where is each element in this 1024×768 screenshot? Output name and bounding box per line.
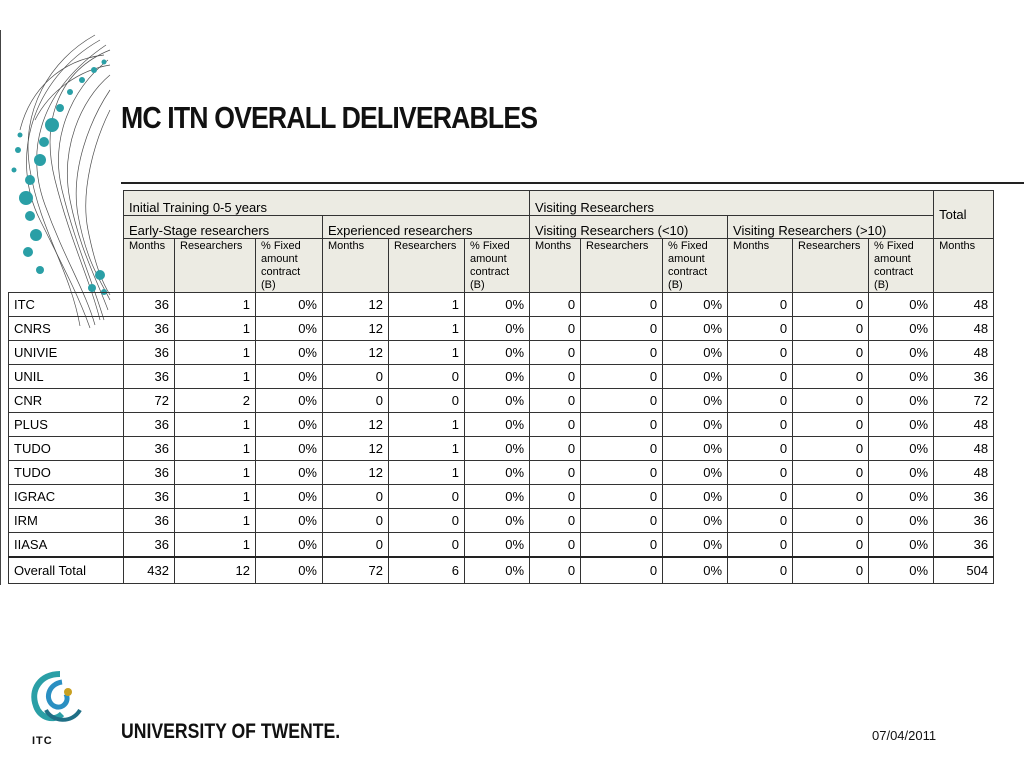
table-cell: 0% xyxy=(869,341,934,365)
logo-text: ITC xyxy=(32,735,53,747)
table-cell: 0 xyxy=(581,413,663,437)
subheader-months: Months xyxy=(323,239,389,293)
table-cell: 0% xyxy=(663,485,728,509)
table-cell: 0% xyxy=(256,485,323,509)
row-label: UNIVIE xyxy=(9,341,124,365)
header-total: Total xyxy=(934,191,994,239)
table-cell: 0% xyxy=(663,365,728,389)
subheader-fixed-contract: % Fixed amount contract (B) xyxy=(663,239,728,293)
table-cell: 1 xyxy=(175,509,256,533)
table-cell: 0% xyxy=(465,389,530,413)
table-cell: 0 xyxy=(323,533,389,558)
table-cell: 0 xyxy=(581,533,663,558)
table-cell: 0 xyxy=(530,485,581,509)
table-cell: 0 xyxy=(793,485,869,509)
table-cell: 1 xyxy=(389,293,465,317)
table-cell: 0 xyxy=(323,389,389,413)
table-cell: 0% xyxy=(256,413,323,437)
table-cell: 0% xyxy=(869,437,934,461)
corner-blank xyxy=(9,216,124,239)
table-cell: 1 xyxy=(389,437,465,461)
table-cell: 0 xyxy=(728,317,793,341)
table-cell: 0 xyxy=(728,533,793,558)
table-cell: 0% xyxy=(663,557,728,584)
table-cell: 0% xyxy=(256,389,323,413)
row-label: CNRS xyxy=(9,317,124,341)
table-cell: 0% xyxy=(869,389,934,413)
table-cell: 0% xyxy=(256,437,323,461)
table-cell: 12 xyxy=(323,293,389,317)
table-cell: 1 xyxy=(175,317,256,341)
table-cell: 1 xyxy=(389,413,465,437)
table-cell: 0% xyxy=(465,509,530,533)
table-cell: 36 xyxy=(124,413,175,437)
table-cell: 1 xyxy=(389,341,465,365)
corner-blank xyxy=(9,239,124,293)
table-cell: 48 xyxy=(934,317,994,341)
table-cell: 1 xyxy=(175,485,256,509)
table-cell: 1 xyxy=(175,437,256,461)
subheader-fixed-contract: % Fixed amount contract (B) xyxy=(256,239,323,293)
table-cell: 12 xyxy=(323,413,389,437)
header-early-stage: Early-Stage researchers xyxy=(124,216,323,239)
table-cell: 0 xyxy=(581,485,663,509)
table-cell: 0% xyxy=(465,365,530,389)
table-cell: 0% xyxy=(869,533,934,558)
table-cell: 0 xyxy=(793,389,869,413)
table-cell: 0 xyxy=(530,293,581,317)
table-cell: 0 xyxy=(581,293,663,317)
table-row xyxy=(9,413,994,437)
header-initial-training: Initial Training 0-5 years xyxy=(124,191,530,216)
table-cell: 0 xyxy=(581,317,663,341)
table-cell: 0 xyxy=(793,293,869,317)
table-cell: 1 xyxy=(175,461,256,485)
table-cell: 0 xyxy=(530,413,581,437)
table-cell: 1 xyxy=(175,533,256,558)
table-cell: 72 xyxy=(323,557,389,584)
table-cell: 0 xyxy=(728,461,793,485)
table-cell: 0 xyxy=(728,389,793,413)
table-cell: 0 xyxy=(728,365,793,389)
table-cell: 12 xyxy=(175,557,256,584)
table-cell: 0% xyxy=(256,365,323,389)
table-cell: 0 xyxy=(530,461,581,485)
table-cell: 1 xyxy=(175,365,256,389)
table-cell: 0% xyxy=(663,341,728,365)
table-cell: 0% xyxy=(465,533,530,558)
table-cell: 0% xyxy=(869,413,934,437)
table-cell: 0 xyxy=(793,509,869,533)
table-cell: 1 xyxy=(175,413,256,437)
subheader-researchers: Researchers xyxy=(175,239,256,293)
table-cell: 72 xyxy=(934,389,994,413)
table-cell: 0 xyxy=(389,509,465,533)
table-cell: 0% xyxy=(256,533,323,558)
title-underline xyxy=(121,182,1024,184)
table-cell: 0% xyxy=(465,293,530,317)
table-cell: 0 xyxy=(530,365,581,389)
header-visiting-lt10: Visiting Researchers (<10) xyxy=(530,216,728,239)
table-body xyxy=(9,293,994,584)
header-experienced: Experienced researchers xyxy=(323,216,530,239)
table-cell: 12 xyxy=(323,317,389,341)
table-cell: 0 xyxy=(793,413,869,437)
table-cell: 72 xyxy=(124,389,175,413)
table-cell: 0 xyxy=(793,461,869,485)
table-cell: 0% xyxy=(663,461,728,485)
subheader-researchers: Researchers xyxy=(581,239,663,293)
corner-blank xyxy=(9,191,124,216)
table-cell: 0% xyxy=(869,509,934,533)
subheader-months: Months xyxy=(124,239,175,293)
table-cell: 0% xyxy=(465,461,530,485)
table-cell: 0 xyxy=(581,365,663,389)
row-label: IIASA xyxy=(9,533,124,558)
table-cell: 0% xyxy=(869,557,934,584)
table-cell: 12 xyxy=(323,437,389,461)
table-cell: 48 xyxy=(934,461,994,485)
table-cell: 0% xyxy=(256,557,323,584)
table-cell: 0 xyxy=(323,509,389,533)
total-row xyxy=(9,557,994,584)
row-label: TUDO xyxy=(9,437,124,461)
table-cell: 12 xyxy=(323,461,389,485)
table-cell: 0 xyxy=(581,389,663,413)
row-label: CNR xyxy=(9,389,124,413)
table-cell: 36 xyxy=(934,533,994,558)
table-row xyxy=(9,533,994,558)
deliverables-table xyxy=(8,190,994,584)
table-cell: 36 xyxy=(124,341,175,365)
table-cell: 0 xyxy=(581,557,663,584)
university-name: UNIVERSITY OF TWENTE. xyxy=(121,720,341,743)
table-cell: 36 xyxy=(934,485,994,509)
subheader-months: Months xyxy=(728,239,793,293)
table-cell: 0% xyxy=(663,293,728,317)
table-cell: 6 xyxy=(389,557,465,584)
subheader-fixed-contract: % Fixed amount contract (B) xyxy=(465,239,530,293)
table-cell: 0% xyxy=(663,413,728,437)
table-cell: 0 xyxy=(581,509,663,533)
itc-logo xyxy=(28,670,92,744)
table-cell: 0 xyxy=(530,533,581,558)
table-cell: 0% xyxy=(663,389,728,413)
table-cell: 0 xyxy=(389,533,465,558)
table-cell: 36 xyxy=(934,365,994,389)
table-row xyxy=(9,389,994,413)
table-cell: 36 xyxy=(124,317,175,341)
table-cell: 0 xyxy=(728,341,793,365)
table-cell: 432 xyxy=(124,557,175,584)
table-cell: 0% xyxy=(869,485,934,509)
table-cell: 0% xyxy=(465,557,530,584)
table-cell: 0% xyxy=(256,509,323,533)
table-cell: 0% xyxy=(869,293,934,317)
table-row xyxy=(9,341,994,365)
table-cell: 36 xyxy=(124,293,175,317)
table-cell: 0 xyxy=(323,485,389,509)
row-label: IGRAC xyxy=(9,485,124,509)
table-cell: 0 xyxy=(581,437,663,461)
table-cell: 0% xyxy=(663,437,728,461)
table-cell: 0 xyxy=(728,485,793,509)
table-cell: 0% xyxy=(663,533,728,558)
table-row xyxy=(9,293,994,317)
table-cell: 0% xyxy=(869,365,934,389)
table-cell: 0% xyxy=(256,293,323,317)
table-cell: 0 xyxy=(530,341,581,365)
table-cell: 0 xyxy=(793,317,869,341)
table-cell: 0 xyxy=(581,461,663,485)
table-row xyxy=(9,317,994,341)
table-cell: 0 xyxy=(581,341,663,365)
table-cell: 0% xyxy=(465,485,530,509)
table-cell: 0 xyxy=(793,341,869,365)
table-cell: 48 xyxy=(934,413,994,437)
table-row xyxy=(9,485,994,509)
table-cell: 1 xyxy=(175,293,256,317)
table-cell: 12 xyxy=(323,341,389,365)
table-row xyxy=(9,365,994,389)
row-label: PLUS xyxy=(9,413,124,437)
subheader-months: Months xyxy=(934,239,994,293)
table-cell: 2 xyxy=(175,389,256,413)
table-cell: 0 xyxy=(728,293,793,317)
table-cell: 0% xyxy=(663,509,728,533)
header-visiting-gt10: Visiting Researchers (>10) xyxy=(728,216,934,239)
slide-date: 07/04/2011 xyxy=(872,728,937,743)
slide-title: MC ITN OVERALL DELIVERABLES xyxy=(121,100,538,135)
table-cell: 36 xyxy=(124,461,175,485)
row-label: TUDO xyxy=(9,461,124,485)
table-cell: 0% xyxy=(663,317,728,341)
table-cell: 0 xyxy=(389,389,465,413)
subheader-researchers: Researchers xyxy=(389,239,465,293)
table-cell: 0 xyxy=(793,557,869,584)
row-label: ITC xyxy=(9,293,124,317)
table-cell: 1 xyxy=(175,341,256,365)
table-cell: 0 xyxy=(530,389,581,413)
subheader-months: Months xyxy=(530,239,581,293)
table-cell: 0 xyxy=(530,437,581,461)
table-row xyxy=(9,461,994,485)
table-cell: 0% xyxy=(869,461,934,485)
table-cell: 48 xyxy=(934,341,994,365)
table-cell: 36 xyxy=(124,437,175,461)
table-cell: 0% xyxy=(256,317,323,341)
row-label: Overall Total xyxy=(9,557,124,584)
table-cell: 0 xyxy=(728,437,793,461)
table-cell: 0 xyxy=(793,365,869,389)
table-cell: 0% xyxy=(256,461,323,485)
table-cell: 0 xyxy=(793,533,869,558)
table-cell: 0% xyxy=(465,341,530,365)
table-cell: 0% xyxy=(465,317,530,341)
table-cell: 0 xyxy=(530,557,581,584)
table-cell: 0 xyxy=(389,485,465,509)
header-visiting-researchers: Visiting Researchers xyxy=(530,191,934,216)
table-row xyxy=(9,437,994,461)
table-cell: 0 xyxy=(728,413,793,437)
subheader-researchers: Researchers xyxy=(793,239,869,293)
table-cell: 0 xyxy=(323,365,389,389)
table-cell: 0% xyxy=(465,437,530,461)
table-cell: 0% xyxy=(869,317,934,341)
table-cell: 0 xyxy=(728,509,793,533)
row-label: UNIL xyxy=(9,365,124,389)
table-cell: 36 xyxy=(124,509,175,533)
table-row xyxy=(9,509,994,533)
table-cell: 0 xyxy=(793,437,869,461)
table-cell: 0 xyxy=(530,509,581,533)
table-cell: 0 xyxy=(728,557,793,584)
subheader-fixed-contract: % Fixed amount contract (B) xyxy=(869,239,934,293)
table-cell: 1 xyxy=(389,317,465,341)
row-label: IRM xyxy=(9,509,124,533)
table-cell: 36 xyxy=(124,533,175,558)
table-cell: 1 xyxy=(389,461,465,485)
table-cell: 36 xyxy=(934,509,994,533)
table-cell: 36 xyxy=(124,485,175,509)
table-cell: 48 xyxy=(934,293,994,317)
table-cell: 36 xyxy=(124,365,175,389)
table-cell: 0 xyxy=(530,317,581,341)
table-cell: 48 xyxy=(934,437,994,461)
table-cell: 0% xyxy=(465,413,530,437)
table-cell: 504 xyxy=(934,557,994,584)
table-cell: 0 xyxy=(389,365,465,389)
table-cell: 0% xyxy=(256,341,323,365)
